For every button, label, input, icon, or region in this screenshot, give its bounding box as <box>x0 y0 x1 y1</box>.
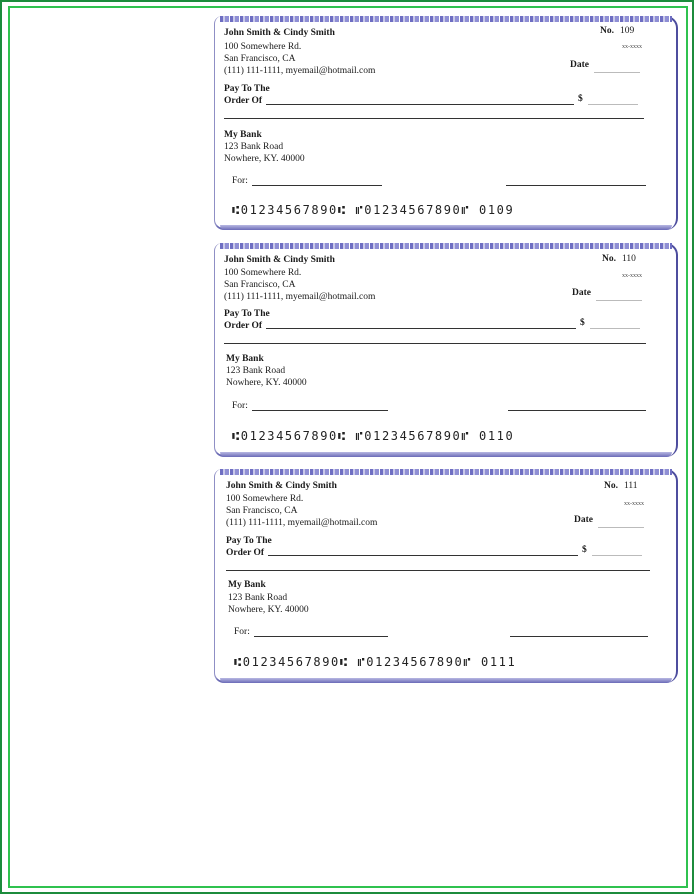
payee-line[interactable] <box>268 555 578 556</box>
check-address-line-2: San Francisco, CA <box>224 280 296 290</box>
signature-line[interactable] <box>510 636 648 637</box>
bank-address-line-1: 123 Bank Road <box>226 366 286 376</box>
pay-to-label: Pay To The <box>224 84 270 94</box>
check-border-right <box>666 469 678 683</box>
order-of-label: Order Of <box>224 96 263 106</box>
payee-line[interactable] <box>266 104 574 105</box>
micr-line: ⑆01234567890⑆ ⑈01234567890⑈ 0109 <box>232 203 515 217</box>
payee-line[interactable] <box>266 328 576 329</box>
check-bottom-bar <box>220 678 672 683</box>
bank-address-line-2: Nowhere, KY. 40000 <box>226 378 307 388</box>
check-address-line-1: 100 Somewhere Rd. <box>224 268 302 278</box>
bank-name: My Bank <box>224 130 262 140</box>
memo-label: For: <box>234 627 250 637</box>
check-address-line-1: 100 Somewhere Rd. <box>224 42 302 52</box>
check-number-label: No. <box>602 254 616 264</box>
check-2 <box>214 243 678 457</box>
bank-address-line-1: 123 Bank Road <box>228 593 288 603</box>
check-contact: (111) 111-1111, myemail@hotmail.com <box>224 66 376 76</box>
amount-line[interactable] <box>592 555 642 556</box>
order-of-label: Order Of <box>224 321 263 331</box>
date-line[interactable] <box>596 300 642 301</box>
amount-words-line[interactable] <box>224 343 646 344</box>
bank-address-line-2: Nowhere, KY. 40000 <box>228 605 309 615</box>
memo-label: For: <box>232 176 248 186</box>
amount-line[interactable] <box>588 104 638 105</box>
check-contact: (111) 111-1111, myemail@hotmail.com <box>226 518 378 528</box>
amount-line[interactable] <box>590 328 640 329</box>
memo-line[interactable] <box>254 636 388 637</box>
check-border-right <box>666 16 678 230</box>
bank-address-line-2: Nowhere, KY. 40000 <box>224 154 305 164</box>
check-date-label: Date <box>572 288 591 298</box>
check-3 <box>214 469 678 683</box>
check-number: 111 <box>624 481 638 491</box>
memo-line[interactable] <box>252 185 382 186</box>
check-address-line-2: San Francisco, CA <box>224 54 296 64</box>
memo-label: For: <box>232 401 248 411</box>
check-number-label: No. <box>604 481 618 491</box>
check-owner: John Smith & Cindy Smith <box>224 255 335 265</box>
check-border-left <box>214 469 226 683</box>
dollar-sign: $ <box>580 318 585 328</box>
check-1 <box>214 16 678 230</box>
check-security-banner <box>220 16 672 22</box>
check-routing-fraction: xx-xxxx <box>624 501 644 507</box>
amount-words-line[interactable] <box>224 118 644 119</box>
memo-line[interactable] <box>252 410 388 411</box>
bank-address-line-1: 123 Bank Road <box>224 142 284 152</box>
signature-line[interactable] <box>506 185 646 186</box>
micr-line: ⑆01234567890⑆ ⑈01234567890⑈ 0110 <box>232 429 515 443</box>
order-of-label: Order Of <box>226 548 265 558</box>
check-date-label: Date <box>574 515 593 525</box>
check-bottom-bar <box>220 225 672 230</box>
check-routing-fraction: xx-xxxx <box>622 44 642 50</box>
check-owner: John Smith & Cindy Smith <box>224 28 335 38</box>
date-line[interactable] <box>594 72 640 73</box>
check-date-label: Date <box>570 60 589 70</box>
amount-words-line[interactable] <box>226 570 650 571</box>
check-security-banner <box>220 243 672 249</box>
check-number-label: No. <box>600 26 614 36</box>
dollar-sign: $ <box>582 545 587 555</box>
check-owner: John Smith & Cindy Smith <box>226 481 337 491</box>
pay-to-label: Pay To The <box>224 309 270 319</box>
date-line[interactable] <box>598 527 644 528</box>
signature-line[interactable] <box>508 410 646 411</box>
check-security-banner <box>220 469 672 475</box>
check-address-line-2: San Francisco, CA <box>226 506 298 516</box>
micr-line: ⑆01234567890⑆ ⑈01234567890⑈ 0111 <box>234 655 517 669</box>
check-contact: (111) 111-1111, myemail@hotmail.com <box>224 292 376 302</box>
check-border-right <box>666 243 678 457</box>
check-address-line-1: 100 Somewhere Rd. <box>226 494 304 504</box>
check-bottom-bar <box>220 452 672 457</box>
pay-to-label: Pay To The <box>226 536 272 546</box>
check-number: 109 <box>620 26 635 36</box>
bank-name: My Bank <box>226 354 264 364</box>
dollar-sign: $ <box>578 94 583 104</box>
check-number: 110 <box>622 254 636 264</box>
bank-name: My Bank <box>228 580 266 590</box>
check-routing-fraction: xx-xxxx <box>622 273 642 279</box>
